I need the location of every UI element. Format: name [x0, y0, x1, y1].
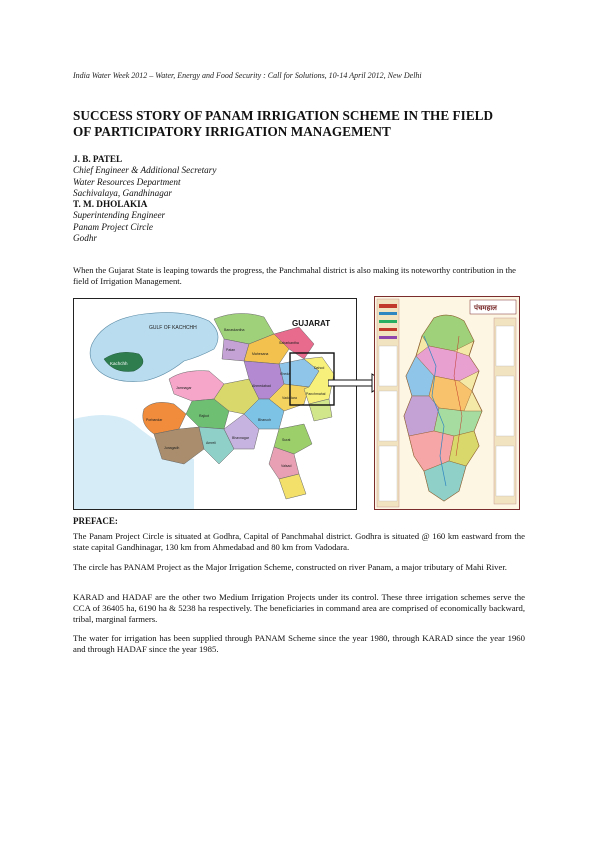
- paper-title: [73, 108, 533, 139]
- preface-paragraph-2: The circle has PANAM Project as the Major Irrigation Scheme, constructed on river Panam, a major tributary of Mahi River.: [73, 562, 507, 572]
- gujarat-map: [74, 299, 356, 509]
- district-label: Bharuch: [258, 418, 272, 422]
- district-label: Ahmedabad: [252, 384, 271, 388]
- district-label: Rajkot: [199, 414, 209, 418]
- author-1-title: Chief Engineer & Additional Secretary: [73, 165, 217, 176]
- map-label: GUJARAT: [292, 319, 331, 328]
- district-label: Porbandar: [146, 418, 163, 422]
- preface-paragraph-3: KARAD and HADAF are the other two Medium Irrigation Projects under its control. These three irrigation schemes serve the CCA of 36405 ha, 6190 ha & 5238 ha respectively. The beneficiaries in command area are comprised of economically backward, tribal, marginal farmers.: [73, 592, 525, 625]
- district-label: Jamnagar: [176, 386, 192, 390]
- preface-paragraph-4: The water for irrigation has been supplied through PANAM Scheme since the year 1980, through KARAD since the year 1960 and through HADAF since the year 1985.: [73, 633, 525, 655]
- author-1-place: Sachivalaya, Gandhinagar: [73, 187, 173, 198]
- inset-title: पंचमहाल: [474, 305, 497, 312]
- gujarat-map-figure: [73, 298, 357, 510]
- author-2-dept: Panam Project Circle: [73, 221, 153, 232]
- district-label: Sabarkantha: [279, 341, 299, 345]
- district-label: Bhavnagar: [232, 436, 249, 440]
- district-label: Kheda: [280, 372, 291, 376]
- author-2-title: Superintending Engineer: [73, 210, 166, 221]
- panchmahal-map: [374, 296, 520, 510]
- author-2-name: T. M. DHOLAKIA: [73, 199, 148, 210]
- running-header: India Water Week 2012 – Water, Energy and Food Security : Call for Solutions, 10-14 April 2012, New Delhi: [73, 71, 422, 80]
- author-1-dept: Water Resources Department: [73, 176, 181, 187]
- preface-heading: PREFACE:: [73, 516, 118, 526]
- title-line-2: OF PARTICIPATORY IRRIGATION MANAGEMENT: [73, 123, 391, 139]
- district-label: Vadodara: [282, 396, 297, 400]
- district-label: Panchmahal: [306, 392, 326, 396]
- district-label: Dahod: [314, 366, 325, 370]
- district-label: Amreli: [206, 441, 216, 445]
- author-2-place: Godhr: [73, 233, 97, 244]
- title-line-1: SUCCESS STORY OF PANAM IRRIGATION SCHEME IN THE FIELD: [73, 108, 494, 123]
- kutch-label: Kachchh: [110, 361, 128, 366]
- district-label: Valsad: [281, 464, 292, 468]
- district-label: Banaskantha: [224, 328, 245, 332]
- district-label: Junagadh: [164, 446, 180, 450]
- author-block: [73, 154, 373, 244]
- district-label: Mahesana: [252, 352, 269, 356]
- preface-paragraph-1: The Panam Project Circle is situated at Godhra, Capital of Panchmahal district. Godhra is situated @ 160 km eastward from the state capital Gandhinagar, 130 km from Ahmedabad and 80 km from Vadodara.: [73, 531, 525, 553]
- author-1-name: J. B. PATEL: [73, 154, 123, 164]
- intro-paragraph: When the Gujarat State is leaping towards the progress, the Panchmahal district is also making its noteworthy contribution in the field of Irrigation Management.: [73, 265, 516, 286]
- district-label: Patan: [226, 348, 236, 352]
- panchmahal-map-figure: [374, 296, 520, 510]
- gulf-label: GULF OF KACHCHH: [149, 325, 197, 331]
- district-label: Surat: [282, 438, 291, 442]
